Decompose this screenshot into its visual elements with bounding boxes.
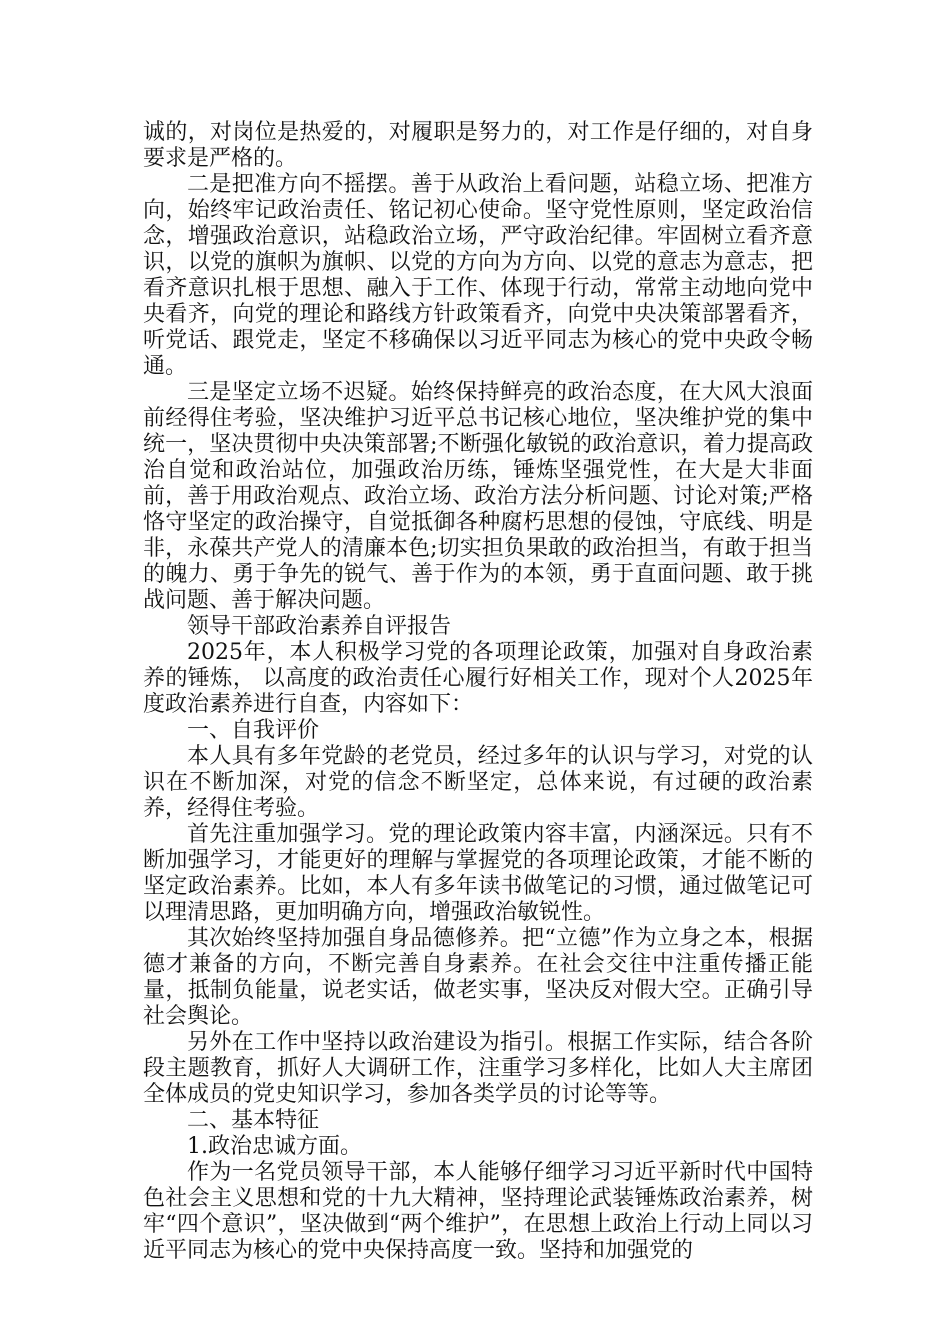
- paragraph-continued-intro: 诚的，对岗位是热爱的，对履职是努力的，对工作是仔细的，对自身要求是严格的。: [143, 120, 813, 171]
- paragraph-direction: 二是把准方向不摇摆。善于从政治上看问题，站稳立场、把准方向，始终牢记政治责任、铭记初心使命。坚守党性原则，坚定政治信念，增强政治意识，站稳政治立场，严守政治纪律。牢固树立看齐意识，以党的旗帜为旗帜、以党的方向为方向、以党的意志为意志，把看齐意识扎根于思想、融入于工作、体现于行动，常常主动地向党中央看齐，向党的理论和路线方针政策看齐，向党中央决策部署看齐，听党话、跟党走，坚定不移确保以习近平同志为核心的党中央政令畅通。: [143, 172, 813, 379]
- section-heading-self-evaluation: 一、自我评价: [187, 718, 320, 743]
- paragraph-loyalty-detail: 作为一名党员领导干部，本人能够仔细学习习近平新时代中国特色社会主义思想和党的十九大精神，坚持理论武装锤炼政治素养，树牢“四个意识”，坚决做到“两个维护”，在思想上政治上行动上同以习近平同志为核心的党中央保持高度一致。坚持和加强党的: [143, 1160, 813, 1263]
- section-heading-basic-features: 二、基本特征: [187, 1108, 320, 1133]
- paragraph-political-building: 另外在工作中坚持以政治建设为指引。根据工作实际，结合各阶段主题教育，抓好人大调研工作，注重学习多样化，比如人大主席团全体成员的党史知识学习，参加各类学员的讨论等等。: [143, 1030, 813, 1107]
- paragraph-study: 首先注重加强学习。党的理论政策内容丰富，内涵深远。只有不断加强学习，才能更好的理解与掌握党的各项理论政策，才能不断的坚定政治素养。比如，本人有多年读书做笔记的习惯，通过做笔记可以理清思路，更加明确方向，增强政治敏锐性。: [143, 822, 813, 925]
- paragraph-report-intro: 2025年，本人积极学习党的各项理论政策，加强对自身政治素养的锤炼， 以高度的政治责任心履行好相关工作，现对个人2025年度政治素养进行自查，内容如下：: [143, 640, 813, 717]
- paragraph-morality: 其次始终坚持加强自身品德修养。把“立德”作为立身之本，根据德才兼备的方向，不断完善自身素养。在社会交往中注重传播正能量，抵制负能量，说老实话，做老实事，坚决反对假大空。正确引导社会舆论。: [143, 926, 813, 1029]
- subheading-political-loyalty: 1.政治忠诚方面。: [187, 1134, 362, 1159]
- document-body: [143, 120, 813, 1264]
- report-title: 领导干部政治素养自评报告: [187, 614, 452, 639]
- paragraph-party-member: 本人具有多年党龄的老党员，经过多年的认识与学习，对党的认识在不断加深，对党的信念不断坚定，总体来说，有过硬的政治素养，经得住考验。: [143, 744, 813, 821]
- paragraph-stance: 三是坚定立场不迟疑。始终保持鲜亮的政治态度，在大风大浪面前经得住考验，坚决维护习近平总书记核心地位，坚决维护党的集中统一，坚决贯彻中央决策部署;不断强化敏锐的政治意识，着力提高政治自觉和政治站位，加强政治历练，锤炼坚强党性，在大是大非面前，善于用政治观点、政治立场、政治方法分析问题、讨论对策;严格恪守坚定的政治操守，自觉抵御各种腐朽思想的侵蚀，守底线、明是非，永葆共产党人的清廉本色;切实担负果敢的政治担当，有敢于担当的魄力、勇于争先的锐气、善于作为的本领，勇于直面问题、敢于挑战问题、善于解决问题。: [143, 380, 813, 613]
